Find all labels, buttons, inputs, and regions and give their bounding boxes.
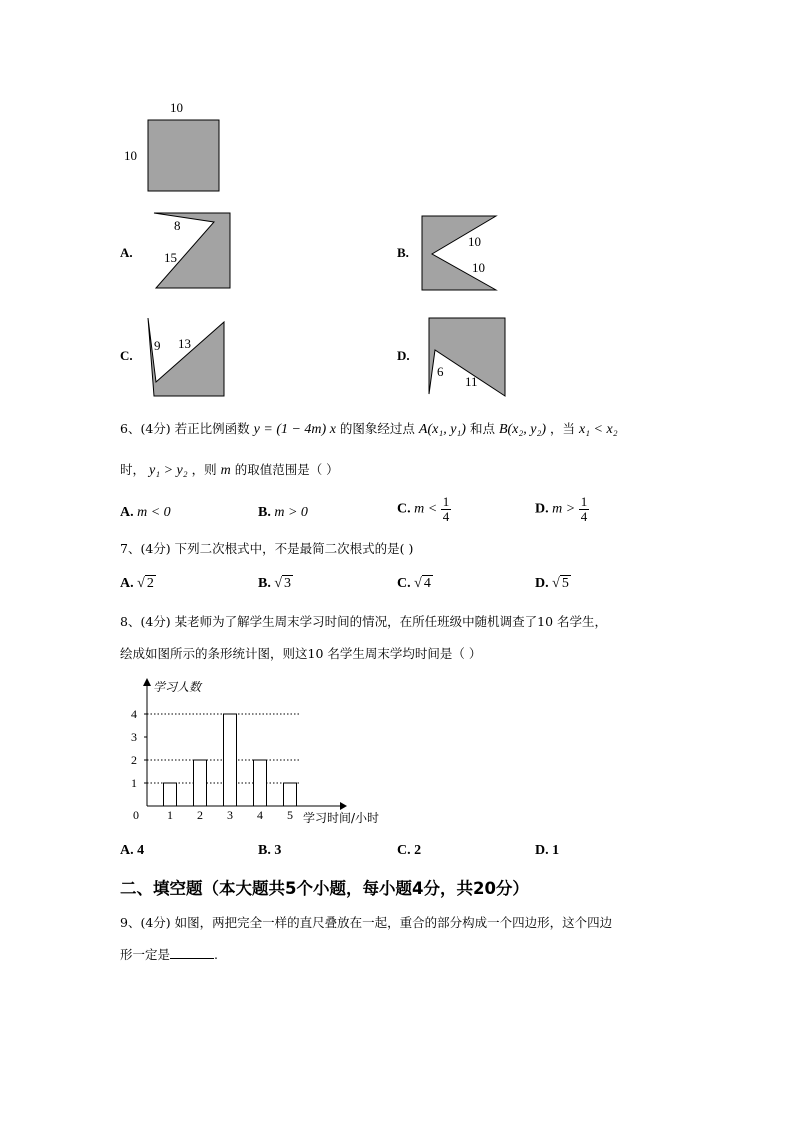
figure-b-label-1: 10	[468, 234, 481, 249]
section-2-title: 二、填空题（本大题共5个小题，每小题4分，共20分）	[120, 879, 529, 898]
figure-a-label-1: 8	[174, 218, 181, 233]
figure-b-label-2: 10	[472, 260, 485, 275]
q7-option-c[interactable]	[397, 576, 433, 592]
q7-option-a-radicand: 2	[146, 576, 154, 591]
q6-number: 6、(4分)	[120, 421, 171, 436]
q6-text-2: 的图象经过点	[339, 421, 415, 436]
q8-option-d-letter: D.	[535, 843, 549, 858]
figure-d-letter: D.	[397, 348, 410, 363]
q6-option-d-letter: D.	[535, 501, 549, 517]
x-tick-label: 4	[257, 808, 263, 822]
q7-option-b[interactable]	[258, 576, 293, 592]
q6-option-d-lhs: m >	[552, 501, 576, 517]
q8-option-b[interactable]	[258, 843, 281, 859]
question-9-line-1: 9、(4分) 如图，两把完全一样的直尺叠放在一起，重合的部分构成一个四边形，这个四边	[120, 915, 613, 930]
q6-option-a-expr: m < 0	[137, 505, 171, 520]
q7-option-c-letter: C.	[397, 576, 411, 591]
q6-point-a: A(x₁, y₁)	[418, 422, 466, 437]
figure-d-label-1: 6	[437, 364, 444, 379]
figure-original-square	[120, 96, 240, 196]
q8-option-c-letter: C.	[397, 843, 411, 858]
question-9-line-2	[120, 946, 218, 964]
q6-text-7: 的取值范围是（ ）	[234, 462, 339, 477]
question-6-line-2	[120, 461, 339, 480]
bar-chart	[125, 676, 415, 832]
q7-option-d-letter: D.	[535, 576, 549, 591]
q7-option-d-radicand: 5	[561, 576, 569, 591]
question-6-line-1	[120, 420, 618, 439]
q6-option-a-letter: A.	[120, 505, 134, 520]
x-tick-label: 5	[287, 808, 293, 822]
q6-condition-2: y₁ > y₂	[149, 463, 188, 478]
q8-option-c-value: 2	[414, 843, 422, 858]
figure-a	[150, 210, 240, 292]
figure-c-label-1: 9	[154, 338, 161, 353]
q6-option-a[interactable]	[120, 505, 171, 521]
q6-text-6: ，则	[191, 462, 217, 477]
q6-option-b-letter: B.	[258, 505, 271, 520]
q6-option-d[interactable]	[535, 495, 589, 524]
x-tick-label: 1	[167, 808, 173, 822]
q8-option-c[interactable]	[397, 843, 421, 859]
q6-option-d-fraction	[579, 495, 590, 524]
q7-option-b-letter: B.	[258, 576, 271, 591]
figure-a-label-2: 15	[164, 250, 177, 265]
bar	[254, 760, 267, 806]
question-8-line-2: 绘成如图所示的条形统计图，则这10 名学生周末学均时间是（ ）	[120, 646, 482, 661]
q8-option-b-letter: B.	[258, 843, 271, 858]
q6-option-b-expr: m > 0	[274, 505, 308, 520]
q6-text-1: 若正比例函数	[174, 421, 250, 436]
q7-option-b-sqrt: √ 3	[274, 576, 292, 591]
x-tick-label: 2	[197, 808, 203, 822]
q6-variable: m	[220, 463, 231, 478]
figure-c-letter: C.	[120, 348, 133, 363]
q6-option-c-denominator: 4	[442, 509, 450, 524]
bar	[284, 783, 297, 806]
q7-option-a[interactable]	[120, 576, 156, 592]
q8-option-d[interactable]	[535, 843, 559, 859]
y-tick-label: 1	[131, 776, 137, 790]
q6-function: y = (1 − 4m) x	[253, 422, 336, 437]
q6-option-c-lhs: m <	[414, 501, 438, 517]
q9-answer-blank[interactable]	[170, 946, 214, 959]
figure-b-shape	[418, 212, 508, 292]
figure-a-letter: A.	[120, 245, 133, 260]
bar	[224, 714, 237, 806]
y-axis-label: 学习人数	[153, 680, 202, 694]
q8-option-a-value: 4	[137, 843, 145, 858]
q6-option-c[interactable]	[397, 495, 451, 524]
bar	[194, 760, 207, 806]
figure-b-letter: B.	[397, 245, 409, 260]
q6-text-5: 时，	[120, 462, 146, 477]
q7-option-c-radicand: 4	[423, 576, 431, 591]
q9-line-2-prefix: 形一定是	[120, 947, 171, 962]
square-top-label: 10	[170, 100, 183, 115]
q8-option-a[interactable]	[120, 843, 144, 859]
section-2-heading	[120, 875, 529, 899]
bar	[164, 783, 177, 806]
q7-option-c-sqrt: √ 4	[414, 576, 431, 591]
x-tick-label: 3	[227, 808, 233, 822]
q6-option-d-numerator: 1	[580, 494, 588, 509]
question-8-line-1: 8、(4分) 某老师为了解学生周末学习时间的情况，在所任班级中随机调查了10 名学生，	[120, 614, 608, 629]
figure-c	[144, 316, 234, 400]
y-tick-label: 4	[131, 707, 137, 721]
q6-option-b[interactable]	[258, 505, 308, 521]
q8-option-d-value: 1	[552, 843, 560, 858]
q6-option-c-numerator: 1	[442, 494, 450, 509]
figure-d	[425, 314, 515, 400]
figure-b	[418, 212, 508, 292]
q7-option-d[interactable]	[535, 576, 571, 592]
y-tick-label: 3	[131, 730, 137, 744]
q9-line-2-suffix: .	[214, 947, 218, 962]
square-left-label: 10	[124, 148, 137, 163]
q8-option-b-value: 3	[274, 843, 282, 858]
y-axis-arrow	[143, 678, 151, 686]
figure-c-label-2: 13	[178, 336, 191, 351]
figure-c-shape	[144, 316, 234, 400]
q6-text-4: ，当	[549, 421, 575, 436]
q6-option-c-letter: C.	[397, 501, 411, 517]
q7-option-b-radicand: 3	[284, 576, 292, 591]
x-axis-label: 学习时间/小时	[303, 811, 380, 825]
x-axis-arrow	[340, 802, 347, 810]
q6-text-3: 和点	[469, 421, 495, 436]
y-tick-label: 2	[131, 753, 137, 767]
origin-label: 0	[133, 808, 139, 822]
q7-option-a-sqrt: √ 2	[137, 576, 154, 591]
q6-condition: x₁ < x₂	[578, 422, 618, 437]
q6-option-c-fraction	[441, 495, 452, 524]
figure-d-label-2: 11	[465, 374, 478, 389]
q6-point-b: B(x₂, y₂)	[498, 422, 546, 437]
q6-option-d-denominator: 4	[580, 509, 588, 524]
q7-option-a-letter: A.	[120, 576, 134, 591]
question-7-text: 7、(4分) 下列二次根式中，不是最简二次根式的是( )	[120, 541, 414, 556]
q7-option-d-sqrt: √ 5	[552, 576, 569, 591]
q8-option-a-letter: A.	[120, 843, 134, 858]
